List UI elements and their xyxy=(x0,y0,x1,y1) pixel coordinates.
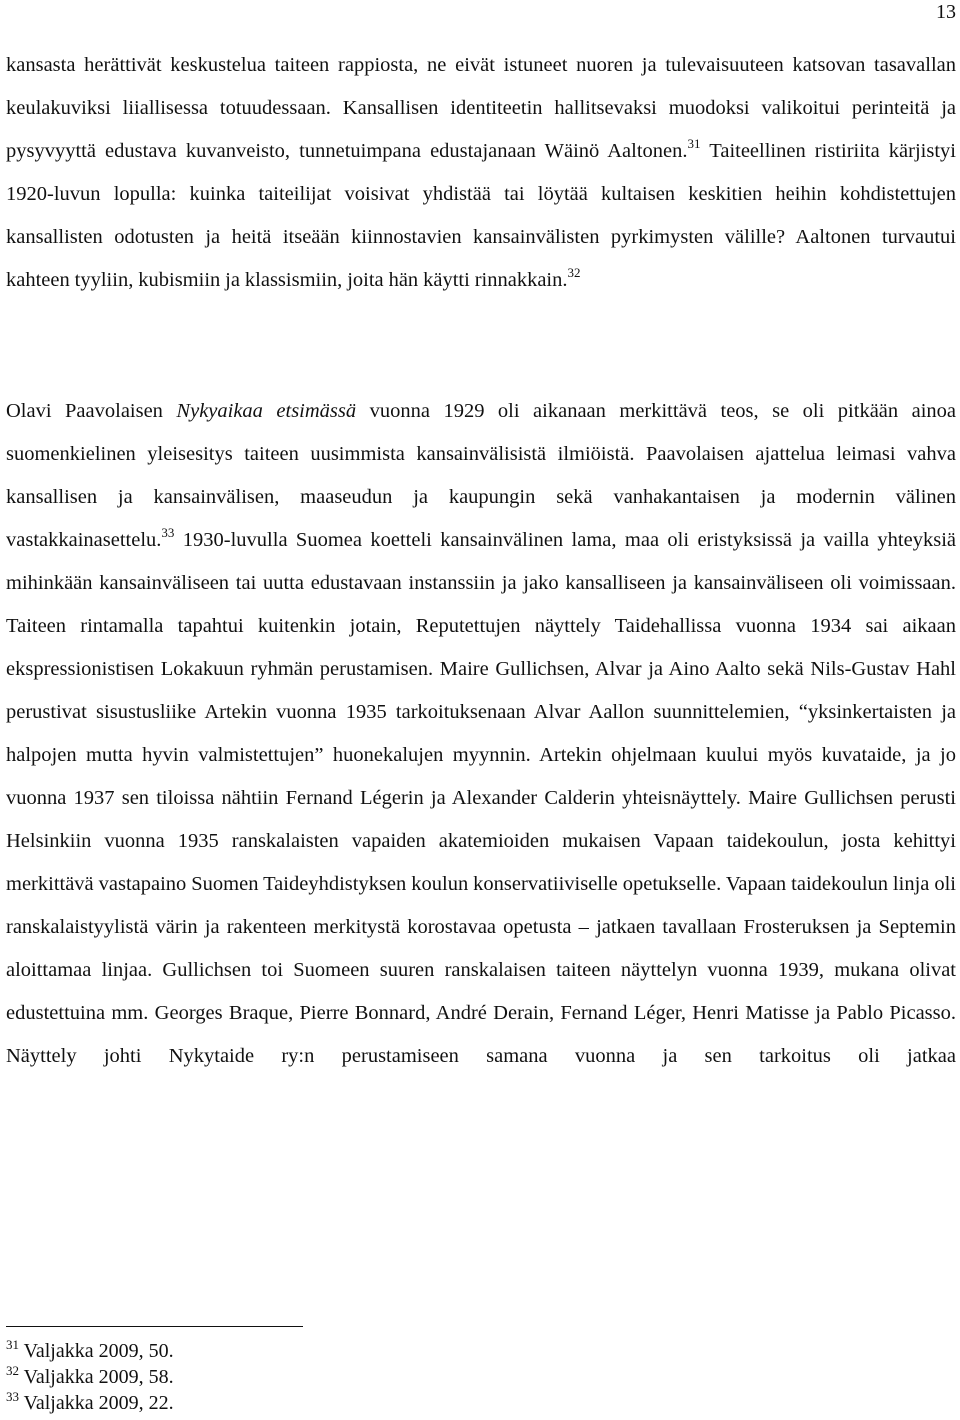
footnote-number: 31 xyxy=(6,1337,19,1352)
footnote-ref-33[interactable]: 33 xyxy=(161,525,175,540)
paragraph-1-part-1: kansasta herättivät keskustelua taiteen rappiosta, ne eivät istuneet nuoren ja tulevaisuuteen katsovan tasavallan keulakuviksi liiallisessa totuudessaan. Kansallisen identiteetin hallitsevaksi muodoksi valikoitui perinteitä ja pysyvyyttä edustava kuvanveisto, tunnetuimpana edustajanaan Wäinö Aaltonen. xyxy=(6,54,956,162)
footnote-31 xyxy=(6,1338,406,1364)
footnote-number: 33 xyxy=(6,1389,19,1404)
footnotes xyxy=(6,1338,406,1416)
paragraph-2 xyxy=(6,390,956,1078)
footnote-separator xyxy=(6,1326,303,1327)
book-title: Nykyaikaa etsimässä xyxy=(176,400,357,422)
paragraph-1 xyxy=(6,44,956,302)
footnote-text: Valjakka 2009, 58. xyxy=(19,1366,174,1388)
footnote-32 xyxy=(6,1364,406,1390)
footnote-33 xyxy=(6,1390,406,1416)
paragraph-2-part-3: 1930-luvulla Suomea koetteli kansainvälinen lama, maa oli eristyksissä ja vailla yhteyksiä mihinkään kansainväliseen tai uutta edustavaan instanssiin ja jako kansalliseen ja kansainväliseen oli voimissaan. Taiteen rintamalla tapahtui kuitenkin jotain, Reputettujen näyttely Taidehallissa vuonna 1934 sai aikaan ekspressionistisen Lokakuun ryhmän perustamisen. Maire Gullichsen, Alvar ja Aino Aalto sekä Nils-Gustav Hahl perustivat sisustusliike Artekin vuonna 1935 tarkoituksenaan Alvar Aallon suunnittelemien, “yksinkertaisten ja halpojen mutta hyvin valmistettujen” huonekalujen myynnin. Artekin ohjelmaan kuului myös kuvataide, ja jo vuonna 1937 sen tiloissa nähtiin Fernand Légerin ja Alexander Calderin yhteisnäyttely. Maire Gullichsen perusti Helsinkiin vuonna 1935 ranskalaisten vapaiden akatemioiden mukaisen Vapaan taidekoulun, josta kehittyi merkittävä vastapaino Suomen Taideyhdistyksen koulun konservatiiviselle opetukselle. Vapaan taidekoulun linja oli ranskalaistyylistä värin ja rakenteen merkitystä korostavaa opetusta – jatkaen tavallaan Frosteruksen ja Septemin aloittamaa linjaa. Gullichsen toi Suomeen suuren ranskalaisen taiteen näyttelyn vuonna 1939, mukana olivat edustettuina mm. Georges Braque, Pierre Bonnard, André Derain, Fernand Léger, Henri Matisse ja Pablo Picasso. Näyttely johti Nykytaide ry:n perustamiseen samana vuonna ja sen tarkoitus oli jatkaa xyxy=(6,529,956,1067)
paragraph-1-text xyxy=(6,44,956,302)
footnote-text: Valjakka 2009, 22. xyxy=(19,1392,174,1414)
footnote-ref-32[interactable]: 32 xyxy=(567,265,581,280)
paragraph-1-part-2: Taiteellinen ristiriita kärjistyi 1920-luvun lopulla: kuinka taiteilijat voisivat yhdistää tai löytää kultaisen keskitien heihin kohdistettujen kansallisten odotusten ja heitä itseään kiinnostavien kansainvälisten pyrkimysten välille? Aaltonen turvautui kahteen tyyliin, kubismiin ja klassismiin, joita hän käytti rinnakkain. xyxy=(6,140,956,291)
footnote-number: 32 xyxy=(6,1363,19,1378)
paragraph-2-part-1: Olavi Paavolaisen xyxy=(6,400,177,422)
footnote-ref-31[interactable]: 31 xyxy=(687,136,701,151)
paragraph-2-part-2: vuonna 1929 oli aikanaan merkittävä teos, se oli pitkään ainoa suomenkielinen yleisesitys taiteen uusimmista kansainvälisistä ilmiöistä. Paavolaisen ajattelua leimasi vahva kansallisen ja kansainvälisen, maaseudun ja kaupungin sekä vanhakantaisen ja modernin välinen vastakkainasettelu. xyxy=(6,400,957,551)
page-number: 13 xyxy=(936,1,956,23)
paragraph-2-text xyxy=(6,390,956,1078)
footnote-text: Valjakka 2009, 50. xyxy=(19,1340,174,1362)
